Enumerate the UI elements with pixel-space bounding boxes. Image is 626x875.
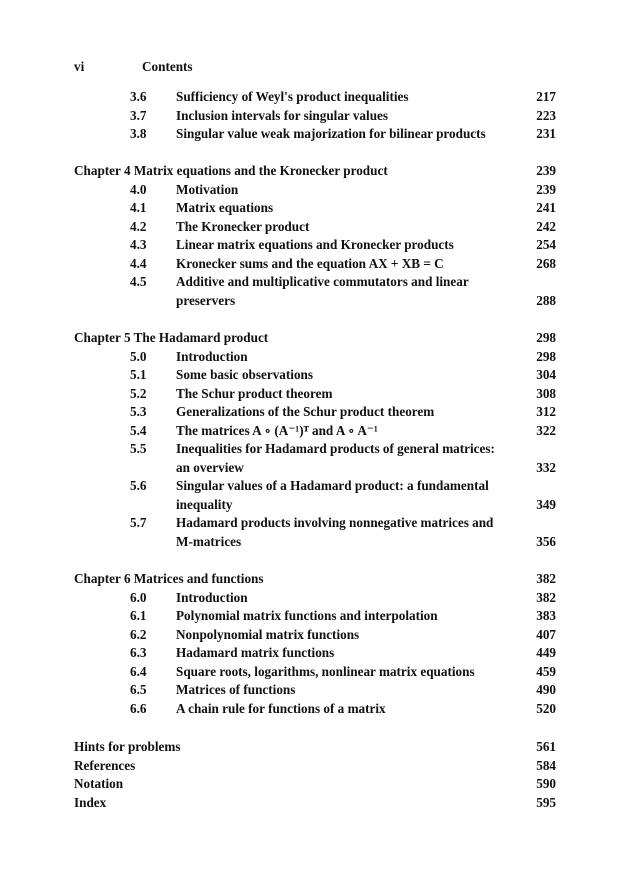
section-page: 449 <box>536 645 556 660</box>
section-number: 5.6 <box>130 478 147 493</box>
section-page: 223 <box>536 107 556 123</box>
toc-entry-notation <box>0 775 626 794</box>
section-title: Introduction <box>176 589 248 605</box>
section-number: 6.2 <box>130 626 147 642</box>
toc-entry-4-2 <box>0 218 626 237</box>
toc-entry-5-2 <box>0 385 626 404</box>
chapter-page: 239 <box>536 163 556 178</box>
section-page: 288 <box>536 292 556 308</box>
section-number: 6.4 <box>130 663 147 679</box>
section-number: 6.1 <box>130 608 147 623</box>
section-page: 242 <box>536 218 556 234</box>
toc-entry-6-0 <box>0 589 626 608</box>
section-number: 6.5 <box>130 682 147 697</box>
toc-entry-index <box>0 794 626 813</box>
section-page: 322 <box>536 422 556 438</box>
section-title: The Kronecker product <box>176 218 310 234</box>
toc-entry-5-6-cont <box>0 496 626 515</box>
toc-entry-hints <box>0 738 626 757</box>
section-title: Linear matrix equations and Kronecker products <box>176 237 454 252</box>
chapter-label: Chapter 5 <box>74 330 131 345</box>
section-title: Additive and multiplicative commutators and linear <box>176 274 469 289</box>
section-page: 239 <box>536 181 556 197</box>
section-number: 5.2 <box>130 385 147 401</box>
backmatter-title: Index <box>74 794 107 810</box>
section-title: Nonpolynomial matrix functions <box>176 626 360 642</box>
section-title: Sufficiency of Weyl's product inequalities <box>176 89 409 104</box>
section-page: 382 <box>536 589 556 605</box>
section-page: 254 <box>536 237 556 252</box>
section-title: Square roots, logarithms, nonlinear matrix equations <box>176 663 475 679</box>
page-number: vi <box>74 59 85 74</box>
running-title: Contents <box>142 59 193 74</box>
section-number: 4.0 <box>130 181 147 197</box>
toc-entry-5-1 <box>0 366 626 385</box>
section-title: Singular values of a Hadamard product: a fundamental <box>176 478 489 493</box>
toc-entry-3-8 <box>0 125 626 144</box>
section-page: 407 <box>536 626 556 642</box>
toc-entry-5-7 <box>0 514 626 533</box>
section-number: 4.1 <box>130 200 147 215</box>
chapter-title: Matrix equations and the Kronecker product <box>133 163 388 178</box>
toc-entry-5-4 <box>0 422 626 441</box>
toc-entry-6-2 <box>0 626 626 645</box>
page-header <box>74 58 556 77</box>
section-number: 4.3 <box>130 237 147 252</box>
section-title: Generalizations of the Schur product theorem <box>176 404 435 419</box>
chapter-4-heading <box>0 162 626 181</box>
toc-entry-6-5 <box>0 681 626 700</box>
toc-entry-5-6 <box>0 477 626 496</box>
backmatter-title: References <box>74 757 136 773</box>
toc-entry-4-1 <box>0 199 626 218</box>
chapter-page: 298 <box>536 330 556 345</box>
section-title-continued: inequality <box>176 496 233 512</box>
toc-entry-3-7 <box>0 107 626 126</box>
section-number: 5.4 <box>130 422 147 438</box>
section-page: 298 <box>536 348 556 364</box>
chapter-6-heading <box>0 570 626 589</box>
section-title: Polynomial matrix functions and interpolation <box>176 608 438 623</box>
section-page: 356 <box>536 533 556 549</box>
toc-entry-5-5-cont <box>0 459 626 478</box>
backmatter-page: 561 <box>536 739 556 754</box>
backmatter-page: 590 <box>536 776 556 791</box>
chapter-label: Chapter 6 <box>74 571 131 586</box>
section-title: Kronecker sums and the equation AX + XB = C <box>176 255 444 271</box>
section-number: 6.6 <box>130 700 147 716</box>
section-page: 308 <box>536 385 556 401</box>
section-number: 3.7 <box>130 107 147 123</box>
section-number: 4.5 <box>130 274 147 289</box>
section-number: 6.3 <box>130 645 147 660</box>
section-page: 349 <box>536 496 556 512</box>
section-number: 4.4 <box>130 255 147 271</box>
section-title: Some basic observations <box>176 367 314 382</box>
section-title: A chain rule for functions of a matrix <box>176 700 386 716</box>
toc-entry-4-4 <box>0 255 626 274</box>
section-page: 383 <box>536 608 556 623</box>
section-page: 217 <box>536 89 556 104</box>
toc-entry-3-6 <box>0 88 626 107</box>
backmatter-title: Hints for problems <box>74 739 181 754</box>
section-page: 312 <box>536 404 556 419</box>
section-title: Motivation <box>176 181 239 197</box>
section-title: Inequalities for Hadamard products of general matrices: <box>176 441 495 456</box>
section-number: 5.7 <box>130 515 147 530</box>
toc-entry-references <box>0 757 626 776</box>
section-title: Singular value weak majorization for bilinear products <box>176 126 486 141</box>
toc-entry-4-5 <box>0 273 626 292</box>
section-number: 3.6 <box>130 89 147 104</box>
toc-entry-5-5 <box>0 440 626 459</box>
chapter-5-heading <box>0 329 626 348</box>
section-title-continued: an overview <box>176 459 244 475</box>
toc-entry-6-4 <box>0 663 626 682</box>
chapter-title: The Hadamard product <box>133 330 269 345</box>
section-title: Hadamard matrix functions <box>176 645 335 660</box>
section-title: Inclusion intervals for singular values <box>176 107 389 123</box>
backmatter-page: 584 <box>536 757 556 773</box>
chapter-title: Matrices and functions <box>133 571 264 586</box>
section-title: Hadamard products involving nonnegative matrices and <box>176 515 494 530</box>
toc-entry-5-0 <box>0 348 626 367</box>
section-number: 5.1 <box>130 367 147 382</box>
toc-entry-4-0 <box>0 181 626 200</box>
toc-entry-6-3 <box>0 644 626 663</box>
chapter-page: 382 <box>536 571 556 586</box>
section-number: 6.0 <box>130 589 147 605</box>
toc-entry-4-3 <box>0 236 626 255</box>
toc-entry-6-6 <box>0 700 626 719</box>
section-page: 332 <box>536 459 556 475</box>
section-page: 304 <box>536 367 556 382</box>
section-number: 4.2 <box>130 218 147 234</box>
toc-entry-5-7-cont <box>0 533 626 552</box>
chapter-label: Chapter 4 <box>74 163 131 178</box>
section-page: 459 <box>536 663 556 679</box>
section-number: 5.5 <box>130 441 147 456</box>
section-title-continued: preservers <box>176 292 236 308</box>
section-title: Matrix equations <box>176 200 274 215</box>
toc-entry-5-3 <box>0 403 626 422</box>
section-title: The Schur product theorem <box>176 385 333 401</box>
section-number: 5.3 <box>130 404 147 419</box>
toc-entry-4-5-cont <box>0 292 626 311</box>
section-page: 231 <box>536 126 556 141</box>
toc-entry-6-1 <box>0 607 626 626</box>
section-page: 241 <box>536 200 556 215</box>
section-title: Introduction <box>176 348 248 364</box>
backmatter-title: Notation <box>74 776 124 791</box>
section-title: Matrices of functions <box>176 682 296 697</box>
section-page: 490 <box>536 682 556 697</box>
section-title-continued: M-matrices <box>176 533 242 549</box>
section-page: 268 <box>536 255 556 271</box>
section-number: 5.0 <box>130 348 147 364</box>
section-title: The matrices A ∘ (A⁻¹)ᵀ and A ∘ A⁻¹ <box>176 422 378 438</box>
section-page: 520 <box>536 700 556 716</box>
section-number: 3.8 <box>130 126 147 141</box>
backmatter-page: 595 <box>536 794 556 810</box>
